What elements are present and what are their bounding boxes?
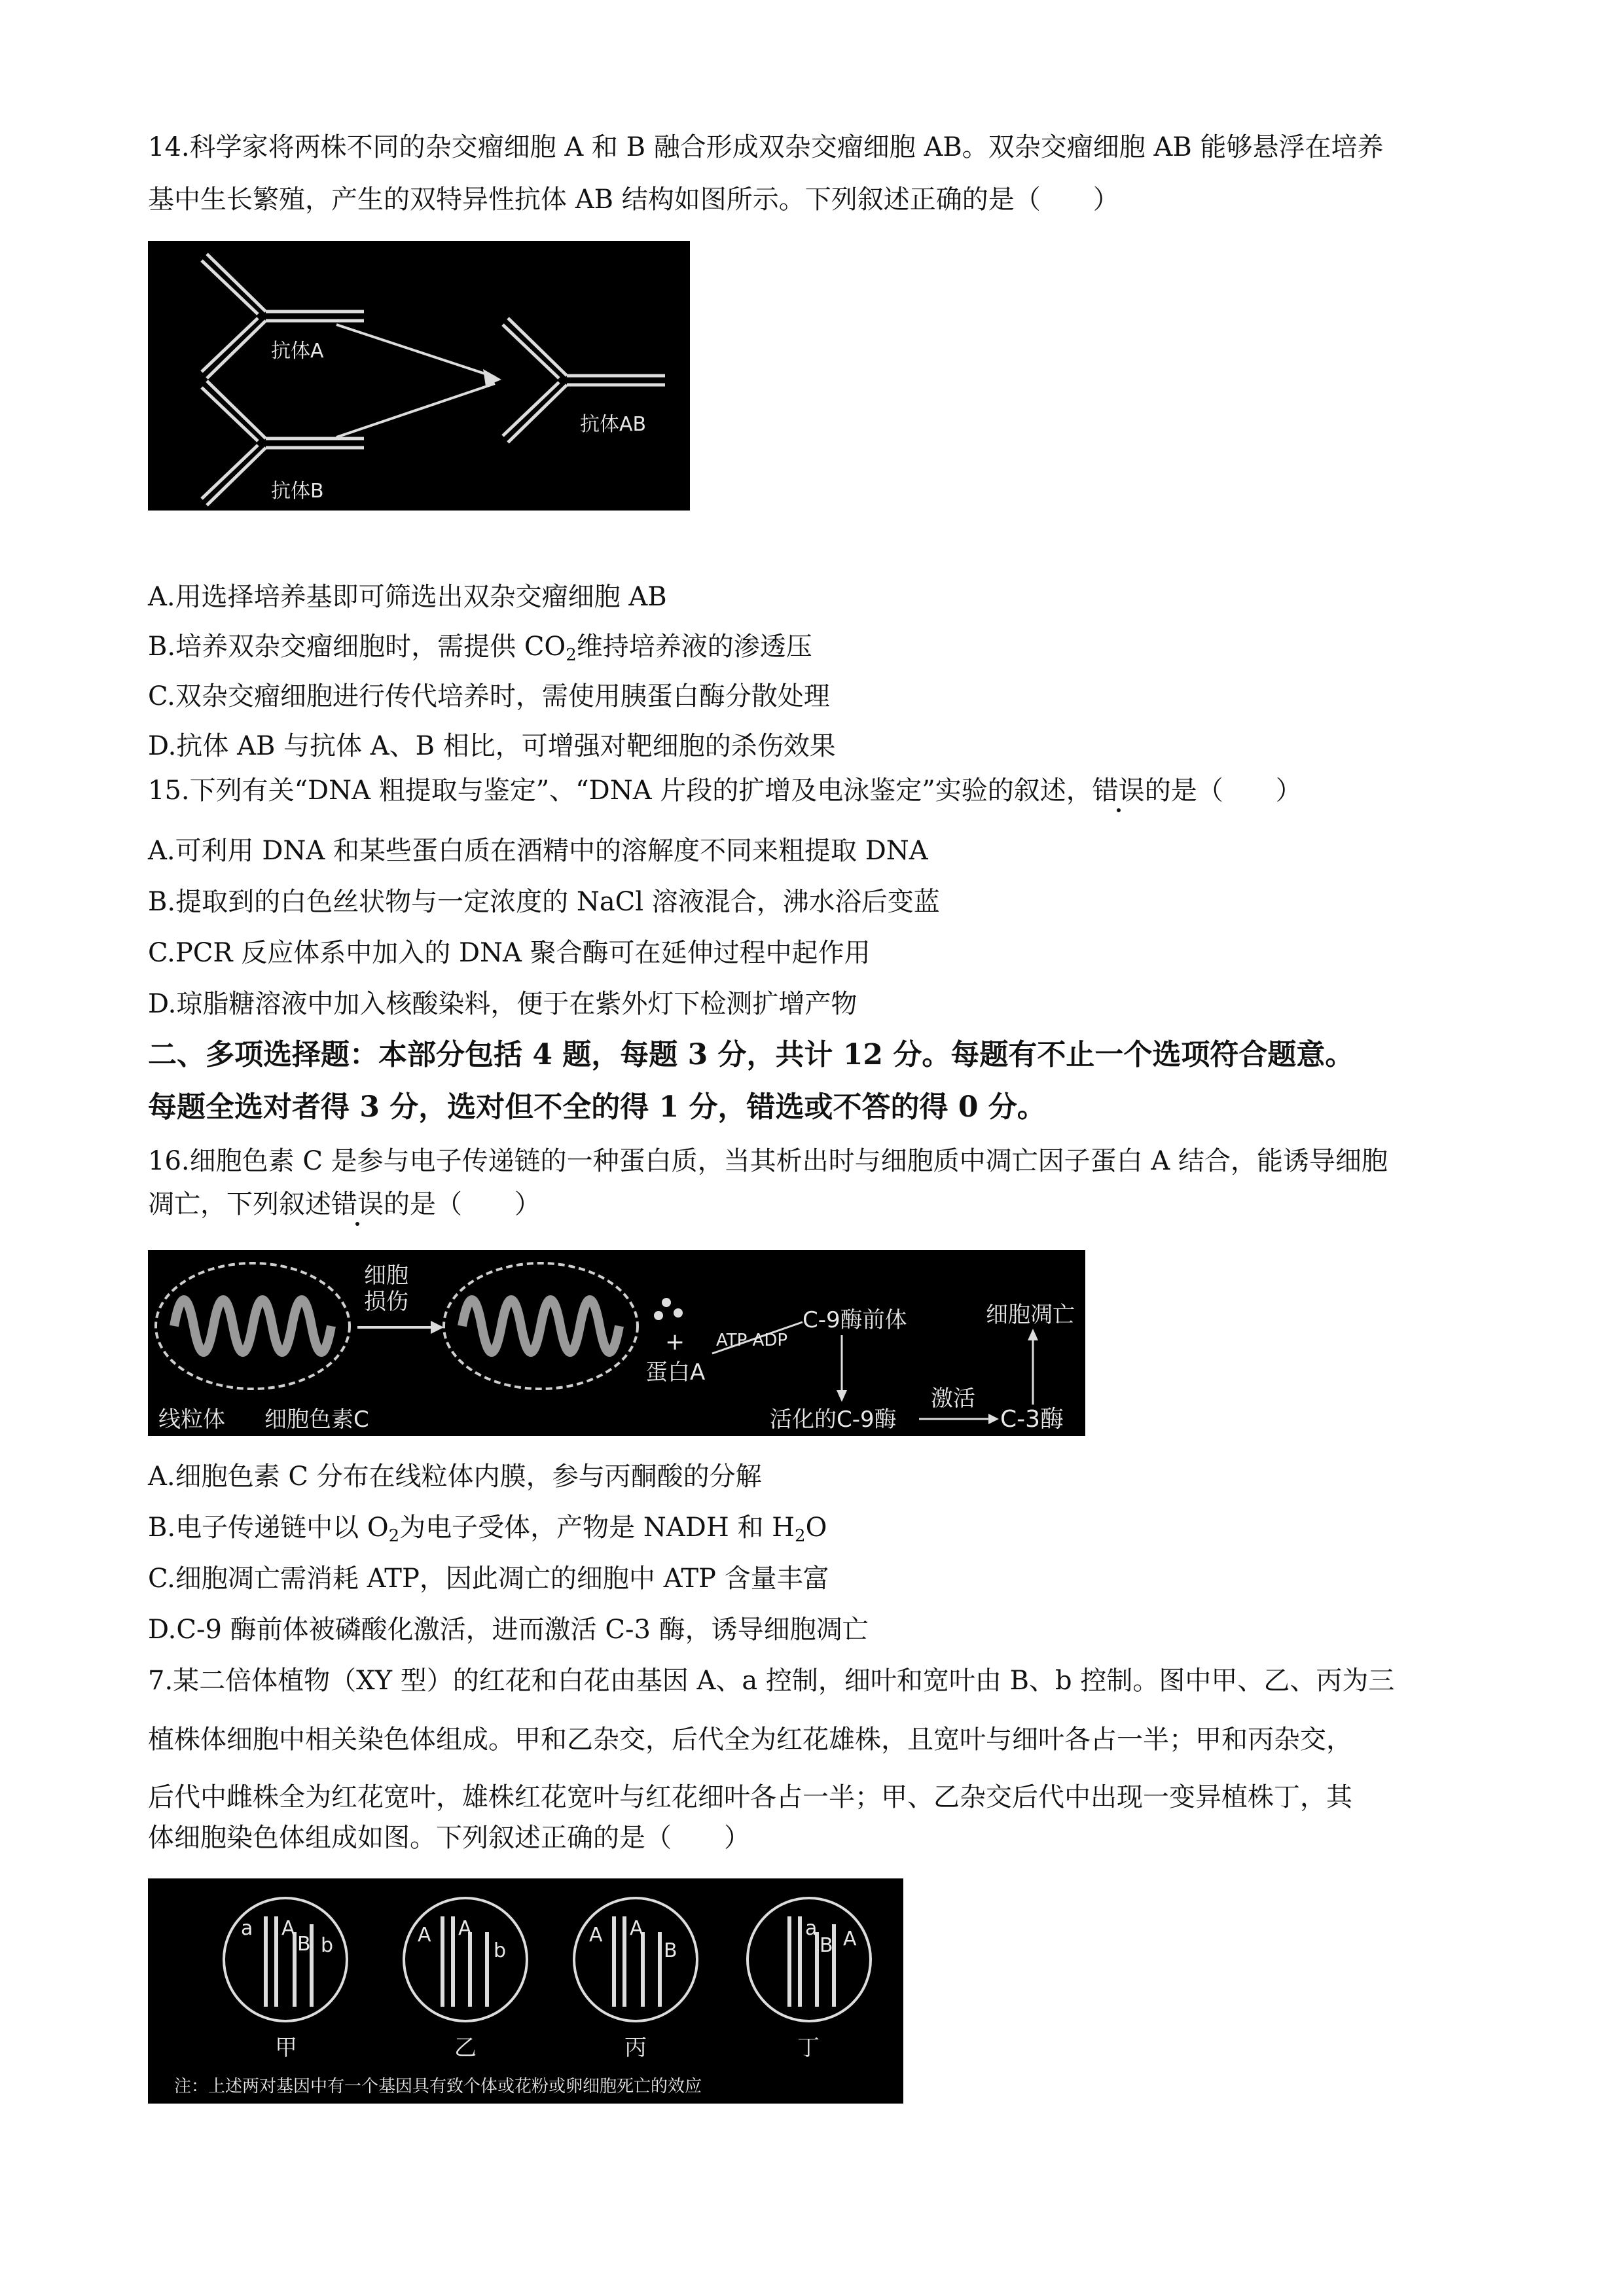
label-c9-precursor: C-9酶前体: [803, 1307, 907, 1333]
q14-option-b: B.培养双杂交瘤细胞时，需提供 $CO_2$维持培养液的渗透压: [148, 632, 812, 665]
cell-label-yi: 乙: [454, 2035, 477, 2061]
q15-option-c: C.PCR 反应体系中加入的 DNA 聚合酶可在延伸过程中起作用: [148, 938, 871, 968]
gene-ding-1: a: [805, 1917, 818, 1940]
cell-label-ding: 丁: [797, 2035, 820, 2061]
label-antibody-ab: 抗体AB: [580, 413, 647, 436]
label-activate: 激活: [931, 1386, 975, 1412]
gene-jia-4: b: [321, 1934, 334, 1957]
gene-ding-2: B: [820, 1934, 833, 1957]
gene-jia-2: A: [281, 1917, 295, 1940]
q16-option-a: A.细胞色素 C 分布在线粒体内膜，参与丙酮酸的分解: [148, 1462, 762, 1492]
q14-option-a: A.用选择培养基即可筛选出双杂交瘤细胞 AB: [148, 582, 667, 612]
label-cell-injury: 损伤: [364, 1289, 408, 1315]
q7-stem-line1: 7.某二倍体植物（XY 型）的红花和白花由基因 A、a 控制，细叶和宽叶由 B、b 控制。图中甲、乙、丙为三: [148, 1666, 1395, 1696]
label-apoptosis: 细胞凋亡: [986, 1302, 1075, 1328]
cell-label-bing: 丙: [624, 2035, 647, 2061]
gene-bing-3: B: [664, 1939, 677, 1962]
antibody-diagram: [148, 241, 690, 511]
apoptosis-figure: [148, 1250, 1085, 1436]
cytochrome-dots: [654, 1298, 683, 1320]
q16-stem-line2: 凋亡，下列叙述错误的是（ ）: [148, 1189, 541, 1219]
q16-option-c: C.细胞凋亡需消耗 ATP，因此凋亡的细胞中 ATP 含量丰富: [148, 1564, 829, 1594]
emphasis-wrong: 错误: [331, 1189, 384, 1219]
gene-ding-3: A: [843, 1928, 857, 1950]
q15-option-d: D.琼脂糖溶液中加入核酸染料，便于在紫外灯下检测扩增产物: [148, 989, 857, 1019]
q7-stem-line4: 体细胞染色体组成如图。下列叙述正确的是（ ）: [148, 1823, 750, 1853]
gene-bing-1: A: [589, 1924, 603, 1946]
label-c3: C-3酶: [1000, 1406, 1064, 1433]
section2-line1: 二、多项选择题：本部分包括 4 题，每题 3 分，共计 12 分。每题有不止一个选项符合题意。: [148, 1038, 1354, 1071]
cell-label-jia: 甲: [275, 2035, 297, 2061]
gene-bing-2: A: [630, 1917, 643, 1940]
gene-yi-1: A: [418, 1924, 431, 1946]
section2-line2: 每题全选对者得 3 分，选对但不全的得 1 分，错选或不答的得 0 分。: [148, 1090, 1046, 1124]
q14-option-d: D.抗体 AB 与抗体 A、B 相比，可增强对靶细胞的杀伤效果: [148, 731, 836, 761]
cell-outlines: [224, 1898, 871, 2021]
label-atp-adp: ATP ADP: [716, 1331, 788, 1350]
gene-jia-1: a: [241, 1917, 253, 1940]
chromosome-figure: [148, 1878, 903, 2104]
q16-stem-line1: 16.细胞色素 C 是参与电子传递链的一种蛋白质，当其析出时与细胞质中凋亡因子蛋白 A 结合，能诱导细胞: [148, 1146, 1388, 1176]
q7-stem-line3: 后代中雌株全为红花宽叶，雄株红花宽叶与红花细叶各占一半；甲、乙杂交后代中出现一变异植株丁，其: [148, 1782, 1352, 1812]
q14-stem-line2: 基中生长繁殖，产生的双特异性抗体 AB 结构如图所示。下列叙述正确的是（ ）: [148, 185, 1119, 215]
mitochondrion-damaged-cristae: [462, 1300, 619, 1352]
label-mitochondria: 线粒体: [158, 1407, 225, 1433]
gene-yi-2: A: [458, 1917, 472, 1940]
q15-stem: 15.下列有关“DNA 粗提取与鉴定”、“DNA 片段的扩增及电泳鉴定”实验的叙述，错误的是（ ）: [148, 776, 1302, 806]
mitochondrion-cristae: [174, 1300, 331, 1352]
gene-jia-3: B: [297, 1933, 311, 1956]
q15-option-a: A.可利用 DNA 和某些蛋白质在酒精中的溶解度不同来粗提取 DNA: [148, 836, 928, 866]
label-activated-c9: 活化的C-9酶: [770, 1407, 897, 1433]
q16-option-d: D.C-9 酶前体被磷酸化激活，进而激活 C-3 酶，诱导细胞凋亡: [148, 1615, 869, 1645]
gene-yi-3: b: [494, 1939, 507, 1962]
label-cell-1: 细胞: [364, 1263, 408, 1289]
antibody-figure: [148, 241, 690, 511]
label-cytochrome-c: 细胞色素C: [264, 1407, 369, 1433]
q7-stem-line2: 植株体细胞中相关染色体组成。甲和乙杂交，后代全为红花雄株，且宽叶与细叶各占一半；甲和丙杂交，: [148, 1725, 1352, 1755]
q16-option-b: B.电子传递链中以 $O_2$为电子受体，产物是 NADH 和 $H_2O$: [148, 1513, 827, 1546]
q14-option-c: C.双杂交瘤细胞进行传代培养时，需使用胰蛋白酶分散处理: [148, 681, 830, 711]
chromosome-diagram: [148, 1878, 903, 2104]
q14-stem-line1: 14.科学家将两株不同的杂交瘤细胞 A 和 B 融合形成双杂交瘤细胞 AB。双杂交瘤细胞 AB 能够悬浮在培养: [148, 132, 1384, 162]
figure-note: 注：上述两对基因中有一个基因具有致个体或花粉或卵细胞死亡的效应: [174, 2077, 702, 2096]
label-plus: +: [665, 1329, 685, 1355]
q15-option-b: B.提取到的白色丝状物与一定浓度的 NaCl 溶液混合，沸水浴后变蓝: [148, 887, 940, 917]
apoptosis-diagram: [148, 1250, 1085, 1436]
label-antibody-b: 抗体B: [271, 480, 324, 503]
emphasis-wrong: 错误: [1092, 776, 1145, 806]
label-protein-a: 蛋白A: [645, 1359, 706, 1386]
arrows: [336, 325, 501, 437]
label-antibody-a: 抗体A: [271, 340, 324, 363]
